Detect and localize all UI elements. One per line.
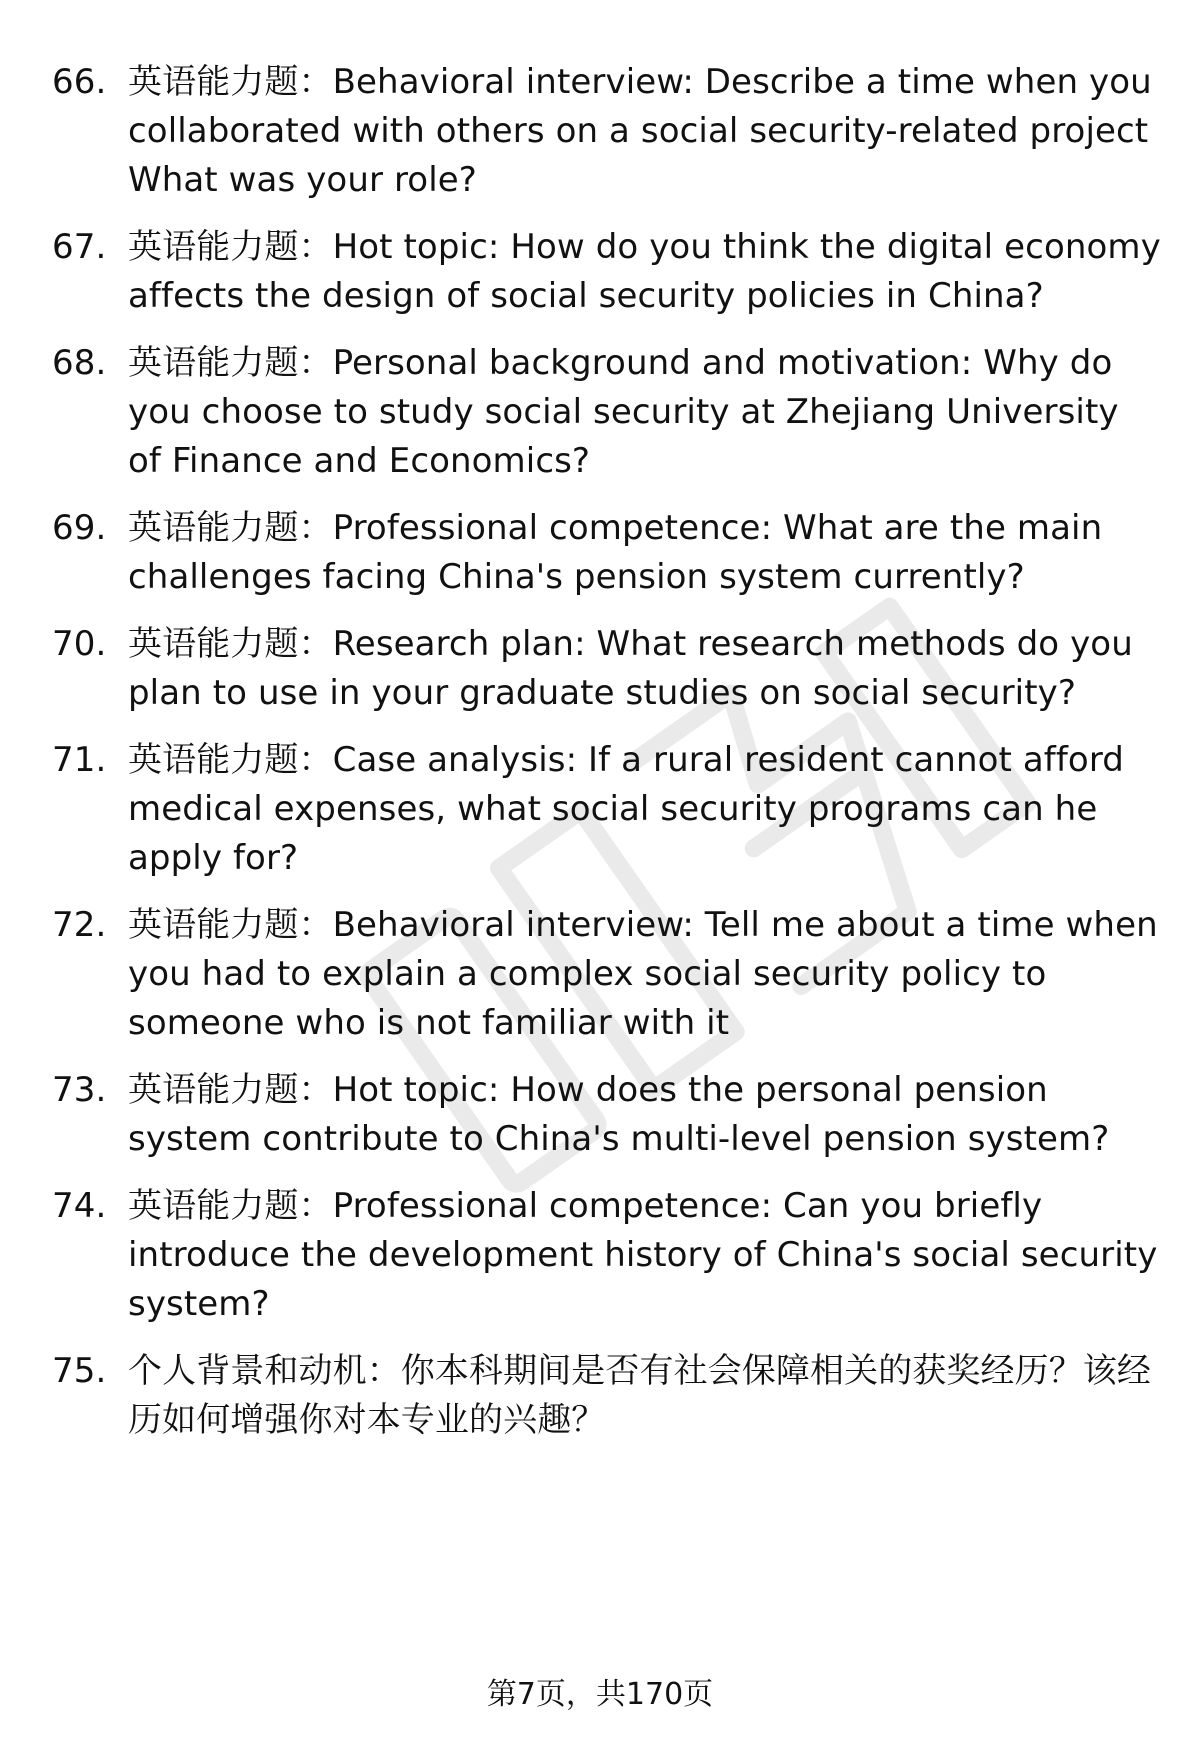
question-text: 英语能力题：Professional competence: What are the main challenges facing China's pension system currently? <box>128 508 1103 597</box>
question-text: 英语能力题：Hot topic: How do you think the digital economy affects the design of social security policies in China? <box>128 227 1161 316</box>
question-number: 70. <box>52 624 107 664</box>
question-text: 英语能力题：Personal background and motivation: Why do you choose to study social security at Zhejiang University of Finance and Economics? <box>128 343 1119 481</box>
question-number: 71. <box>52 740 107 780</box>
question-item <box>52 901 1162 1048</box>
question-text: 英语能力题：Hot topic: How does the personal pension system contribute to China's multi-level pension system? <box>128 1070 1110 1159</box>
question-text: 个人背景和动机：你本科期间是否有社会保障相关的获奖经历？该经历如何增强你对本专业的兴趣？ <box>128 1351 1151 1440</box>
question-text: 英语能力题：Behavioral interview: Tell me about a time when you had to explain a complex social security policy to someone who is not familiar with it <box>128 905 1158 1043</box>
question-number: 72. <box>52 905 107 945</box>
question-list <box>52 58 1162 1463</box>
question-number: 74. <box>52 1186 107 1226</box>
question-item <box>52 1347 1162 1445</box>
question-item <box>52 223 1162 321</box>
question-item <box>52 1066 1162 1164</box>
question-number: 68. <box>52 343 107 383</box>
question-number: 75. <box>52 1351 107 1391</box>
question-item <box>52 620 1162 718</box>
question-item <box>52 736 1162 883</box>
page-number-footer: 第7页，共170页 <box>486 1677 714 1712</box>
question-number: 67. <box>52 227 107 267</box>
question-number: 66. <box>52 62 107 102</box>
question-text: 英语能力题：Professional competence: Can you briefly introduce the development history of China's social security system? <box>128 1186 1158 1324</box>
question-item <box>52 339 1162 486</box>
question-number: 73. <box>52 1070 107 1110</box>
question-item <box>52 504 1162 602</box>
question-item <box>52 1182 1162 1329</box>
question-text: 英语能力题：Research plan: What research methods do you plan to use in your graduate studies on social security? <box>128 624 1133 713</box>
question-number: 69. <box>52 508 107 548</box>
question-text: 英语能力题：Behavioral interview: Describe a time when you collaborated with others on a social security-related project What was your role? <box>128 62 1152 200</box>
question-text: 英语能力题：Case analysis: If a rural resident cannot afford medical expenses, what social security programs can he apply for? <box>128 740 1124 878</box>
question-item <box>52 58 1162 205</box>
